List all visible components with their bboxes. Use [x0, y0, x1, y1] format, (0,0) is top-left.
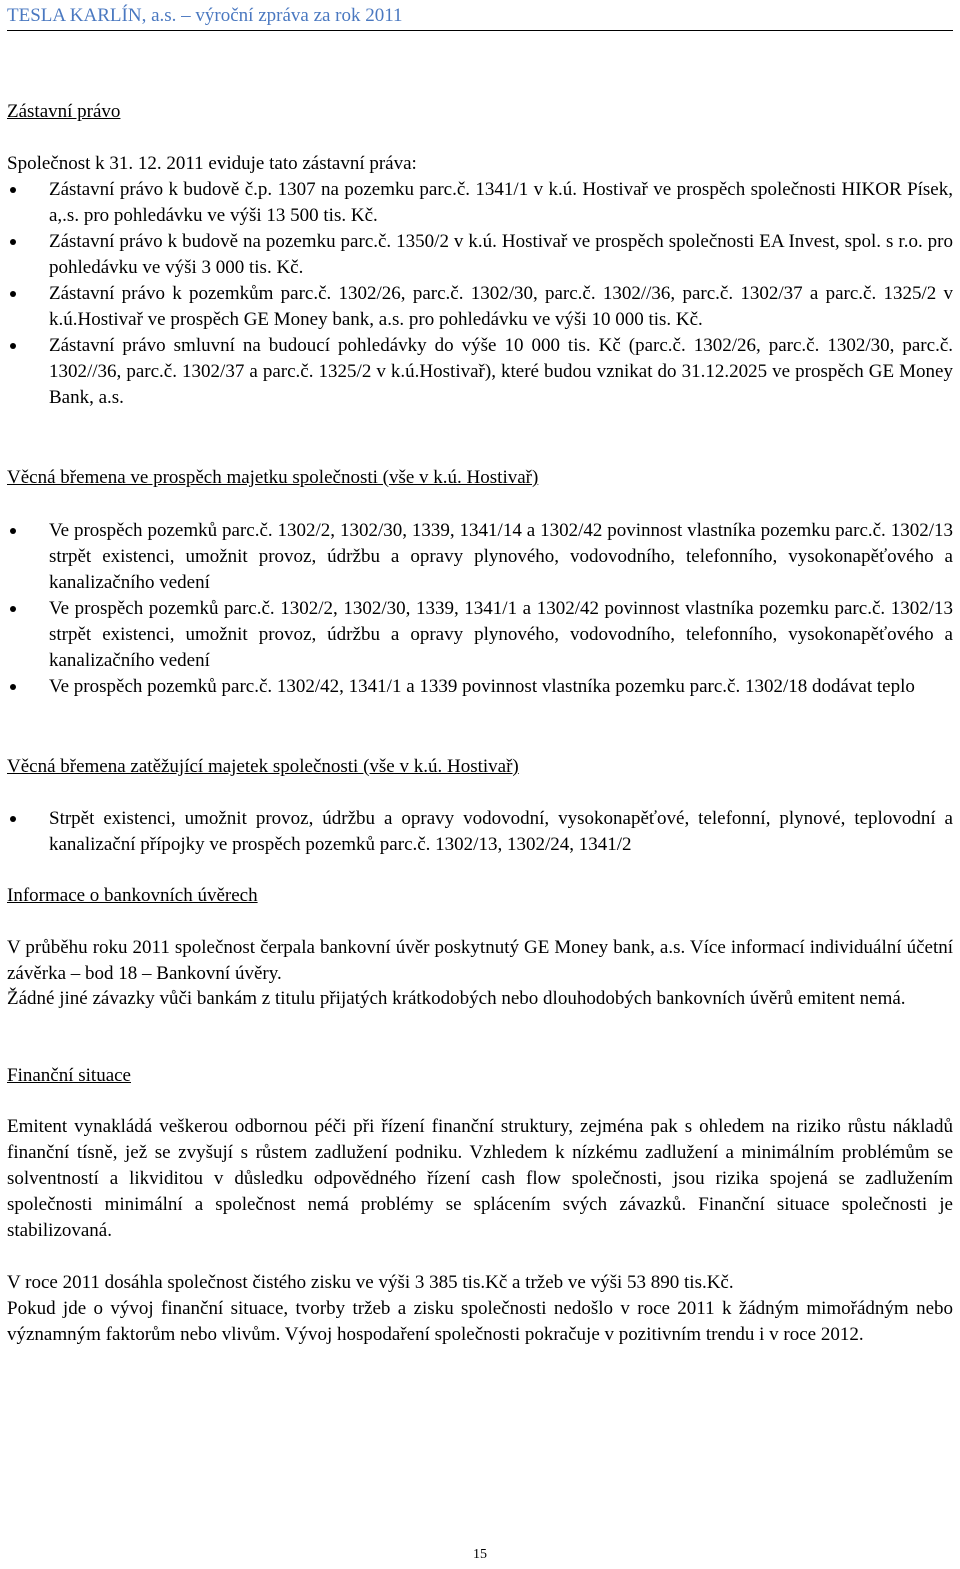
heading-zastavni-pravo: Zástavní právo: [7, 101, 121, 122]
heading-uvery: Informace o bankovních úvěrech: [7, 885, 258, 906]
page-number: 15: [473, 1547, 487, 1562]
list-item: Zástavní právo k pozemkům parc.č. 1302/26, parc.č. 1302/30, parc.č. 1302//36, parc.č. 1302/37 a parc.č. 1325/2 v k.ú.Hostivař ve prospěch GE Money bank, a.s. pro pohledávku ve výši 10 000 tis. Kč.: [7, 281, 953, 333]
list-item: Ve prospěch pozemků parc.č. 1302/2, 1302/30, 1339, 1341/1 a 1302/42 povinnost vlastníka pozemku parc.č. 1302/13 strpět existenci, umožnit provoz, údržbu a opravy plynového, vodovodního, telefonního, vysokonapěťového a kanalizačního vedení: [7, 596, 953, 674]
list-item: Ve prospěch pozemků parc.č. 1302/2, 1302/30, 1339, 1341/14 a 1302/42 povinnost vlastníka pozemku parc.č. 1302/13 strpět existenci, umožnit provoz, údržbu a opravy plynového, vodovodního, telefonního, vysokonapěťového a kanalizačního vedení: [7, 518, 953, 596]
financni-paragraph-2: V roce 2011 dosáhla společnost čistého zisku ve výši 3 385 tis.Kč a tržeb ve výši 53 890 tis.Kč.: [7, 1272, 734, 1293]
list-item: Strpět existenci, umožnit provoz, údržbu a opravy vodovodní, vysokonapěťové, telefonní, plynové, teplovodní a kanalizační přípojky ve prospěch pozemků parc.č. 1302/13, 1302/24, 1341/2: [7, 806, 953, 858]
uvery-paragraph-2: Žádné jiné závazky vůči bankám z titulu přijatých krátkodobých nebo dlouhodobých bankovních úvěrů emitent nemá.: [7, 988, 906, 1009]
uvery-paragraph-1: V průběhu roku 2011 společnost čerpala bankovní úvěr poskytnutý GE Money bank, a.s. Více informací individuální účetní závěrka – bod 18 – Bankovní úvěry.: [7, 937, 953, 984]
list-item: Zástavní právo smluvní na budoucí pohledávky do výše 10 000 tis. Kč (parc.č. 1302/26, parc.č. 1302/30, parc.č. 1302//36, parc.č. 1302/37 a parc.č. 1325/2 v k.ú.Hostivař), které budou vznikat do 31.12.2025 ve prospěch GE Money Bank, a.s.: [7, 333, 953, 411]
zastavni-intro: Společnost k 31. 12. 2011 eviduje tato zástavní práva:: [7, 153, 417, 174]
financni-paragraph-3: Pokud jde o vývoj finanční situace, tvorby tržeb a zisku společnosti nedošlo v roce 2011 k žádným mimořádným nebo významným faktorům nebo vlivům. Vývoj hospodaření společnosti pokračuje v pozitivním trendu i v roce 2012.: [7, 1298, 953, 1345]
bremena-zatezujici-list: [7, 806, 953, 858]
financni-paragraph-1: Emitent vynakládá veškerou odbornou péči při řízení finanční struktury, zejména pak s ohledem na riziko růstu nákladů finanční tísně, jež se zvyšují s růstem zadlužení podniku. Vzhledem k nízkému zadlužení a minimálním problémům se solventností a likviditou v důsledku odpovědného řízení cash flow společnosti, jsou rizika spojená se zadlužením společnosti minimální a společnost nemá problémy se splácením svých závazků. Finanční situace společnosti je stabilizovaná.: [7, 1116, 953, 1241]
bremena-prospech-list: [7, 518, 953, 700]
heading-financni-situace: Finanční situace: [7, 1065, 131, 1086]
heading-bremena-prospech: Věcná břemena ve prospěch majetku společnosti (vše v k.ú. Hostivař): [7, 467, 539, 488]
running-header: TESLA KARLÍN, a.s. – výroční zpráva za rok 2011: [7, 4, 953, 31]
list-item: Zástavní právo k budově na pozemku parc.č. 1350/2 v k.ú. Hostivař ve prospěch společnosti EA Invest, spol. s r.o. pro pohledávku ve výši 3 000 tis. Kč.: [7, 229, 953, 281]
zastavni-list: [7, 177, 953, 411]
heading-bremena-zatezujici: Věcná břemena zatěžující majetek společnosti (vše v k.ú. Hostivař): [7, 756, 519, 777]
list-item: Zástavní právo k budově č.p. 1307 na pozemku parc.č. 1341/1 v k.ú. Hostivař ve prospěch společnosti HIKOR Písek, a,.s. pro pohledávku ve výši 13 500 tis. Kč.: [7, 177, 953, 229]
list-item: Ve prospěch pozemků parc.č. 1302/42, 1341/1 a 1339 povinnost vlastníka pozemku parc.č. 1302/18 dodávat teplo: [7, 674, 953, 700]
